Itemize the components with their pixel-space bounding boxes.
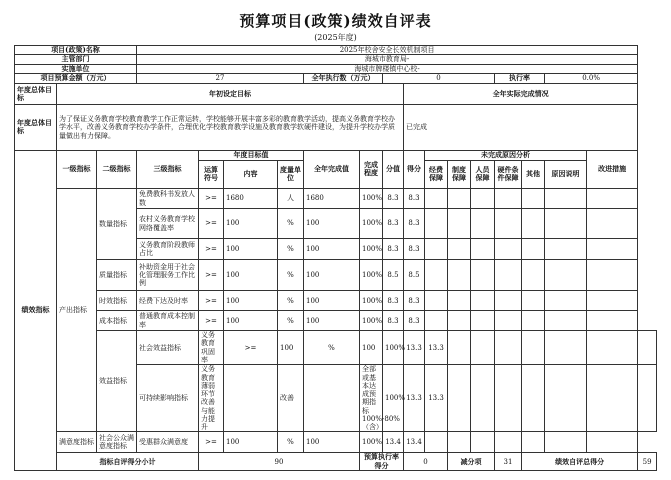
content-cell: 100 [224, 239, 278, 260]
goal-content-row [15, 104, 657, 150]
col-level1: 一级指标 [57, 150, 97, 188]
score-cell: 13.4 [383, 432, 404, 453]
project-name-value: 2025年校舍安全长效机制项目 [137, 46, 638, 55]
unit-cell: 人 [278, 188, 304, 208]
deduct-value: 31 [495, 453, 522, 471]
col-r5: 其他 [522, 160, 545, 188]
column-header-row-1 [15, 150, 657, 160]
goal-plan-header: 年初设定目标 [57, 83, 404, 104]
subtotal-label: 指标自评得分小计 [57, 453, 199, 471]
rate-value: 0.0% [545, 73, 638, 83]
col-r6: 原因说明 [545, 160, 587, 188]
level2-public: 社会公众满意度指标 [97, 432, 137, 453]
goal-actual-text: 已完成 [404, 104, 638, 150]
table-row [15, 291, 657, 311]
table-row [15, 260, 657, 291]
col-annual: 全年完成值 [304, 150, 360, 188]
budget-rate-value: 0 [404, 453, 448, 471]
level3-cell: 免费教科书发放人数 [137, 188, 199, 208]
level3-cell: 受惠群众满意度 [137, 432, 199, 453]
table-row [15, 331, 657, 365]
level3-cell: 补助资金用于社会化管理服务工作比例 [137, 260, 199, 291]
goal-actual-header: 全年实际完成情况 [404, 83, 638, 104]
score-cell: 8.3 [383, 311, 404, 331]
degree-cell: 100% [383, 331, 404, 365]
subtotal-value: 90 [199, 453, 360, 471]
unit-cell: % [304, 331, 360, 365]
level1-output: 产出指标 [57, 188, 97, 431]
op-cell [224, 365, 278, 432]
degree-cell: 100% [360, 260, 383, 291]
annual-cell: 100 [304, 260, 360, 291]
score-cell: 13.3 [404, 365, 425, 432]
col-level2: 二级指标 [97, 150, 137, 188]
table-row [15, 311, 657, 331]
col-r1: 经费保障 [425, 160, 448, 188]
col-degree: 完成程度 [360, 150, 383, 188]
annual-cell: 100 [304, 432, 360, 453]
col-got: 得分 [404, 150, 425, 188]
annual-cell: 100 [304, 291, 360, 311]
col-op: 运算符号 [199, 160, 224, 188]
level3-cell: 普通教育成本控制率 [137, 311, 199, 331]
annual-cell: 100 [304, 209, 360, 239]
level3-cell: 义务教育巩固率 [199, 331, 224, 365]
col-r2: 制度保障 [448, 160, 471, 188]
unit-cell: % [278, 209, 304, 239]
level2-sustain: 可持续影响指标 [137, 365, 199, 432]
got-cell: 8.3 [404, 311, 425, 331]
degree-cell: 100% [383, 365, 404, 432]
score-cell: 13.3 [404, 331, 425, 365]
executed-label: 全年执行数（万元） [304, 73, 383, 83]
got-cell: 8.3 [404, 291, 425, 311]
col-r4: 硬件条件保障 [495, 160, 522, 188]
unit-cell: % [278, 432, 304, 453]
level2-cost: 成本指标 [97, 311, 137, 331]
score-cell: 8.3 [383, 188, 404, 208]
content-cell: 1680 [224, 188, 278, 208]
unit-cell: % [278, 239, 304, 260]
col-target-group: 年度目标值 [199, 150, 304, 160]
info-row-dept [15, 55, 657, 64]
total-value: 59 [638, 453, 657, 471]
content-cell: 100 [224, 209, 278, 239]
col-level3: 三级指标 [137, 150, 199, 188]
budget-label: 项目预算金额（万元） [15, 73, 137, 83]
op-cell: >= [199, 432, 224, 453]
table-row [15, 188, 657, 208]
unit-cell: % [278, 311, 304, 331]
rate-label: 执行率 [495, 73, 545, 83]
annual-cell: 1680 [304, 188, 360, 208]
budget-value: 27 [137, 73, 304, 83]
annual-cell: 100 [360, 331, 383, 365]
degree-cell: 100% [360, 239, 383, 260]
budget-rate-label: 预算执行率得分 [360, 453, 404, 471]
content-cell: 100 [278, 331, 304, 365]
evaluation-table [14, 45, 657, 471]
executed-value: 0 [383, 73, 495, 83]
goal-header-row [15, 83, 657, 104]
content-cell: 100 [224, 291, 278, 311]
unit-cell: % [278, 260, 304, 291]
annual-cell: 全部或基本达成预期指标100%-80%（含） [360, 365, 383, 432]
unit-label: 实施单位 [15, 64, 137, 73]
content-cell: 改善 [278, 365, 304, 432]
level2-quantity: 数量指标 [97, 188, 137, 259]
annual-cell: 100 [304, 311, 360, 331]
level1-satisfaction: 满意度指标 [57, 432, 97, 453]
score-cell: 8.3 [383, 239, 404, 260]
goal-plan-text: 为了保证义务教育学校教育教学工作正常运转，学校能够开展丰富多彩的教育教学活动，提高义务教育学校办学水平，改善义务教育学校办学条件，合理优化学校教育教学设施及教育教学软硬件建设，为提升学校办学质量做出有力保障。 [57, 104, 404, 150]
info-row-name [15, 46, 657, 55]
degree-cell: 100% [360, 311, 383, 331]
level3-cell: 农村义务教育学校网络覆盖率 [137, 209, 199, 239]
dept-value: 海城市教育局- [137, 55, 638, 64]
op-cell: >= [199, 291, 224, 311]
dept-label: 主管部门 [15, 55, 137, 64]
page-subtitle: (2025年度) [314, 33, 357, 42]
project-name-label: 项目(政策)名称 [15, 46, 137, 55]
op-cell: >= [199, 209, 224, 239]
total-label: 绩效自评总得分 [522, 453, 638, 471]
got-cell: 13.4 [404, 432, 425, 453]
op-cell: >= [199, 311, 224, 331]
page-title: 预算项目(政策)绩效自评表 [239, 12, 432, 30]
degree-cell: 100% [360, 291, 383, 311]
table-row [15, 432, 657, 453]
content-cell: 100 [224, 311, 278, 331]
level2-time: 时效指标 [97, 291, 137, 311]
got-cell: 8.3 [404, 239, 425, 260]
annual-cell: 100 [304, 239, 360, 260]
level2-quality: 质量指标 [97, 260, 137, 291]
got-cell: 13.3 [425, 331, 448, 365]
col-measures: 改进措施 [587, 150, 638, 188]
content-cell: 100 [224, 432, 278, 453]
content-cell: 100 [224, 260, 278, 291]
col-reason-group: 未完成原因分析 [425, 150, 587, 160]
col-unit: 度量单位 [278, 160, 304, 188]
op-cell: >= [224, 331, 278, 365]
level1-benefit: 效益指标 [97, 331, 137, 432]
degree-cell: 100% [360, 209, 383, 239]
col-score: 分值 [383, 150, 404, 188]
unit-cell [304, 365, 360, 432]
op-cell: >= [199, 239, 224, 260]
degree-cell: 100% [360, 188, 383, 208]
score-cell: 8.3 [383, 209, 404, 239]
level3-cell: 义务教育阶段教师占比 [137, 239, 199, 260]
deduct-label: 减分项 [448, 453, 495, 471]
perf-label: 绩效指标 [15, 150, 57, 470]
col-r3: 人员保障 [471, 160, 495, 188]
goal-label-2: 年度总体目标 [15, 104, 57, 150]
goal-label: 年度总体目标 [15, 83, 57, 104]
got-cell: 8.3 [404, 209, 425, 239]
got-cell: 8.5 [404, 260, 425, 291]
footer-row [15, 453, 657, 471]
score-cell: 8.3 [383, 291, 404, 311]
level2-social: 社会效益指标 [137, 331, 199, 365]
got-cell: 13.3 [425, 365, 448, 432]
info-row-budget [15, 73, 657, 83]
col-content: 内容 [224, 160, 278, 188]
degree-cell: 100% [360, 432, 383, 453]
level3-cell: 经费下达及时率 [137, 291, 199, 311]
got-cell: 8.3 [404, 188, 425, 208]
info-row-unit [15, 64, 657, 73]
level3-cell: 义务教育薄弱环节改善与能力提升 [199, 365, 224, 432]
unit-value: 海城市牌楼镇中心校- [137, 64, 638, 73]
unit-cell: % [278, 291, 304, 311]
op-cell: >= [199, 188, 224, 208]
score-cell: 8.5 [383, 260, 404, 291]
op-cell: >= [199, 260, 224, 291]
